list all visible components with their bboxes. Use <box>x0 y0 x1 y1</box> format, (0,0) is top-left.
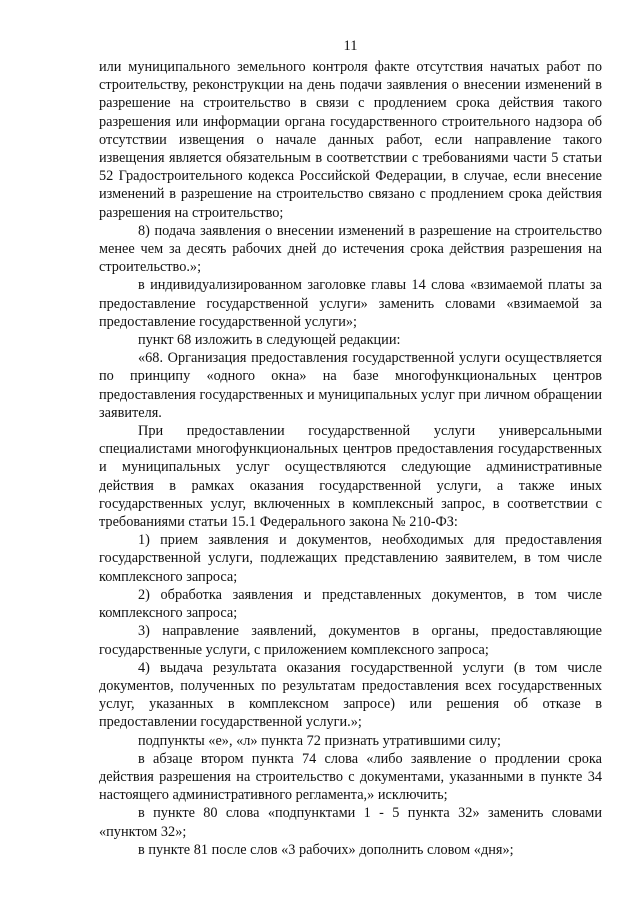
paragraph-action-2: 2) обработка заявления и представленных документов, в том числе комплексного запроса; <box>99 586 602 622</box>
paragraph-point-68-intro: пункт 68 изложить в следующей редакции: <box>138 332 401 349</box>
paragraph-point-74: в абзаце втором пункта 74 слова «либо заявление о продлении срока действия разрешения на строительство с документами, указанными в пункте 34 настоящего административного регламента,» исключить; <box>99 750 602 804</box>
page-number: 11 <box>343 38 358 54</box>
paragraph-point-72: подпункты «е», «л» пункта 72 признать утратившими силу; <box>138 732 501 749</box>
paragraph-item-8: 8) подача заявления о внесении изменений в разрешение на строительство менее чем за десять рабочих дней до истечения срока действия разрешения на строительство.»; <box>99 222 602 276</box>
paragraph-action-3: 3) направление заявлений, документов в органы, предоставляющие государственные услуги, с приложением комплексного запроса; <box>99 623 602 658</box>
paragraph-point-80: в пункте 80 слова «подпунктами 1 - 5 пункта 32» заменить словами «пунктом 32»; <box>99 805 602 840</box>
paragraph-chapter-14-heading-change: в индивидуализированном заголовке главы 14 слова «взимаемой платы за предоставление государственной услуги» заменить словами «взимаемой за предоставление государственной услуги»; <box>99 277 602 330</box>
paragraph-continuation: или муниципального земельного контроля факте отсутствия начатых работ по строительству, реконструкции на день подачи заявления о внесении изменений в разрешение на строительство в связи с продлением срока действия такого разрешения или информации органа государственного строительного надзора об отсутствии извещения о начале данных работ, если направление такого извещения является обязательным в соответствии с требованиями части 5 статьи 52 Градостроительного кодекса Российской Федерации, в случае, если внесение изменений в разрешение на строительство связано с продлением срока действия разрешения на строительство; <box>99 59 602 221</box>
paragraph-action-4: 4) выдача результата оказания государственной услуги (в том числе документов, полученных по результатам предоставления всех государственных услуг, указанных в комплексном запросе) или решения об отказе в предоставлении государственной услуги.»; <box>99 659 602 731</box>
paragraph-point-68: «68. Организация предоставления государственной услуги осуществляется по принципу «одного окна» на базе многофункциональных центров предоставления государственных и муниципальных услуг при личном обращении заявителя. <box>99 350 602 421</box>
paragraph-mfc-actions: При предоставлении государственной услуги универсальными специалистами многофункциональных центров предоставления государственных и муниципальных услуг осуществляются следующие административные действия в рамках оказания государственной услуги, а также иных государственных услуг, включенных в комплексный запрос, в соответствии с требованиями статьи 15.1 Федерального закона № 210-ФЗ: <box>99 423 602 531</box>
paragraph-action-1: 1) прием заявления и документов, необходимых для предоставления государственной услуги, подлежащих представлению заявителем, в том числе комплексного запроса; <box>99 532 602 585</box>
paragraph-point-81: в пункте 81 после слов «3 рабочих» дополнить словом «дня»; <box>138 841 514 858</box>
